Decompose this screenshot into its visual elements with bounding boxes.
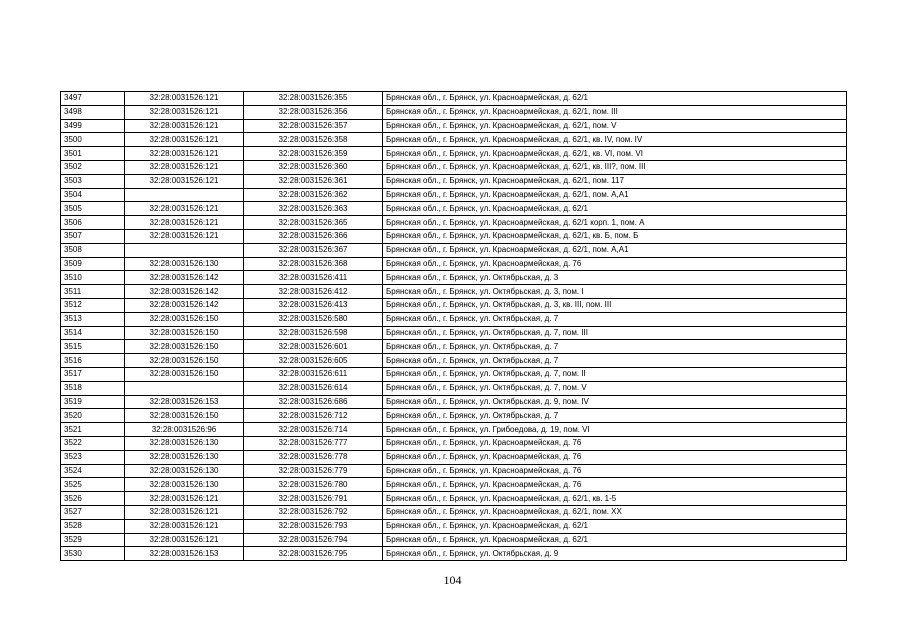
row-number-cell: 3505 (61, 202, 125, 216)
object-cadastral-number-cell: 32:28:0031526:366 (244, 229, 383, 243)
object-cadastral-number-cell: 32:28:0031526:779 (244, 464, 383, 478)
table-row (61, 174, 847, 188)
address-cell: Брянская обл., г. Брянск, ул. Грибоедова, д. 19, пом. VI (383, 423, 847, 437)
address-cell: Брянская обл., г. Брянск, ул. Красноармейская, д. 62/1 (383, 92, 847, 106)
row-number-cell: 3527 (61, 505, 125, 519)
table-row (61, 105, 847, 119)
address-cell: Брянская обл., г. Брянск, ул. Октябрьская, д. 7, пом. II (383, 367, 847, 381)
address-cell: Брянская обл., г. Брянск, ул. Красноармейская, д. 62/1, пом. III (383, 105, 847, 119)
object-cadastral-number-cell: 32:28:0031526:614 (244, 381, 383, 395)
cadastral-register-table (60, 91, 847, 561)
table-row (61, 423, 847, 437)
row-number-cell: 3514 (61, 326, 125, 340)
object-cadastral-number-cell: 32:28:0031526:793 (244, 519, 383, 533)
address-cell: Брянская обл., г. Брянск, ул. Красноармейская, д. 62/1, пом. XX (383, 505, 847, 519)
object-cadastral-number-cell: 32:28:0031526:780 (244, 478, 383, 492)
row-number-cell: 3511 (61, 285, 125, 299)
table-row (61, 409, 847, 423)
table-row (61, 505, 847, 519)
parcel-cadastral-number-cell: 32:28:0031526:121 (125, 133, 244, 147)
parcel-cadastral-number-cell: 32:28:0031526:121 (125, 492, 244, 506)
page-number: 104 (443, 573, 462, 587)
object-cadastral-number-cell: 32:28:0031526:356 (244, 105, 383, 119)
object-cadastral-number-cell: 32:28:0031526:361 (244, 174, 383, 188)
object-cadastral-number-cell: 32:28:0031526:359 (244, 147, 383, 161)
address-cell: Брянская обл., г. Брянск, ул. Красноармейская, д. 62/1, пом. 117 (383, 174, 847, 188)
address-cell: Брянская обл., г. Брянск, ул. Октябрьская, д. 9 (383, 547, 847, 561)
row-number-cell: 3529 (61, 533, 125, 547)
parcel-cadastral-number-cell: 32:28:0031526:121 (125, 105, 244, 119)
parcel-cadastral-number-cell: 32:28:0031526:121 (125, 533, 244, 547)
row-number-cell: 3526 (61, 492, 125, 506)
address-cell: Брянская обл., г. Брянск, ул. Красноармейская, д. 62/1, кв. Б, пом. Б (383, 229, 847, 243)
object-cadastral-number-cell: 32:28:0031526:355 (244, 92, 383, 106)
object-cadastral-number-cell: 32:28:0031526:778 (244, 450, 383, 464)
row-number-cell: 3528 (61, 519, 125, 533)
object-cadastral-number-cell: 32:28:0031526:791 (244, 492, 383, 506)
parcel-cadastral-number-cell: 32:28:0031526:130 (125, 464, 244, 478)
parcel-cadastral-number-cell: 32:28:0031526:121 (125, 505, 244, 519)
row-number-cell: 3515 (61, 340, 125, 354)
row-number-cell: 3524 (61, 464, 125, 478)
row-number-cell: 3517 (61, 367, 125, 381)
address-cell: Брянская обл., г. Брянск, ул. Красноармейская, д. 62/1, кв. VI, пом. VI (383, 147, 847, 161)
object-cadastral-number-cell: 32:28:0031526:360 (244, 160, 383, 174)
parcel-cadastral-number-cell: 32:28:0031526:142 (125, 285, 244, 299)
parcel-cadastral-number-cell (125, 243, 244, 257)
parcel-cadastral-number-cell: 32:28:0031526:142 (125, 298, 244, 312)
row-number-cell: 3499 (61, 119, 125, 133)
object-cadastral-number-cell: 32:28:0031526:580 (244, 312, 383, 326)
parcel-cadastral-number-cell: 32:28:0031526:121 (125, 119, 244, 133)
parcel-cadastral-number-cell: 32:28:0031526:153 (125, 395, 244, 409)
object-cadastral-number-cell: 32:28:0031526:358 (244, 133, 383, 147)
object-cadastral-number-cell: 32:28:0031526:367 (244, 243, 383, 257)
row-number-cell: 3502 (61, 160, 125, 174)
table-row (61, 92, 847, 106)
row-number-cell: 3522 (61, 436, 125, 450)
row-number-cell: 3508 (61, 243, 125, 257)
parcel-cadastral-number-cell: 32:28:0031526:150 (125, 367, 244, 381)
table-row (61, 547, 847, 561)
object-cadastral-number-cell: 32:28:0031526:365 (244, 216, 383, 230)
parcel-cadastral-number-cell: 32:28:0031526:150 (125, 354, 244, 368)
table-row (61, 216, 847, 230)
table-row (61, 340, 847, 354)
row-number-cell: 3510 (61, 271, 125, 285)
address-cell: Брянская обл., г. Брянск, ул. Красноармейская, д. 62/1 корп. 1, пом. А (383, 216, 847, 230)
parcel-cadastral-number-cell: 32:28:0031526:130 (125, 478, 244, 492)
row-number-cell: 3504 (61, 188, 125, 202)
object-cadastral-number-cell: 32:28:0031526:368 (244, 257, 383, 271)
table-body (61, 92, 847, 561)
row-number-cell: 3500 (61, 133, 125, 147)
table-row (61, 354, 847, 368)
address-cell: Брянская обл., г. Брянск, ул. Красноармейская, д. 62/1, пом. А,А1 (383, 188, 847, 202)
object-cadastral-number-cell: 32:28:0031526:605 (244, 354, 383, 368)
table-row (61, 381, 847, 395)
row-number-cell: 3513 (61, 312, 125, 326)
parcel-cadastral-number-cell: 32:28:0031526:121 (125, 202, 244, 216)
object-cadastral-number-cell: 32:28:0031526:712 (244, 409, 383, 423)
table-row (61, 492, 847, 506)
parcel-cadastral-number-cell: 32:28:0031526:121 (125, 92, 244, 106)
object-cadastral-number-cell: 32:28:0031526:411 (244, 271, 383, 285)
parcel-cadastral-number-cell: 32:28:0031526:130 (125, 450, 244, 464)
row-number-cell: 3516 (61, 354, 125, 368)
object-cadastral-number-cell: 32:28:0031526:601 (244, 340, 383, 354)
table-row (61, 243, 847, 257)
address-cell: Брянская обл., г. Брянск, ул. Красноармейская, д. 62/1 (383, 519, 847, 533)
address-cell: Брянская обл., г. Брянск, ул. Октябрьская, д. 7 (383, 340, 847, 354)
table-row (61, 367, 847, 381)
parcel-cadastral-number-cell: 32:28:0031526:121 (125, 174, 244, 188)
object-cadastral-number-cell: 32:28:0031526:792 (244, 505, 383, 519)
row-number-cell: 3501 (61, 147, 125, 161)
table-row (61, 119, 847, 133)
parcel-cadastral-number-cell: 32:28:0031526:130 (125, 436, 244, 450)
parcel-cadastral-number-cell (125, 188, 244, 202)
object-cadastral-number-cell: 32:28:0031526:357 (244, 119, 383, 133)
table-row (61, 133, 847, 147)
row-number-cell: 3521 (61, 423, 125, 437)
parcel-cadastral-number-cell: 32:28:0031526:121 (125, 160, 244, 174)
parcel-cadastral-number-cell: 32:28:0031526:150 (125, 312, 244, 326)
address-cell: Брянская обл., г. Брянск, ул. Октябрьская, д. 9, пом. IV (383, 395, 847, 409)
address-cell: Брянская обл., г. Брянск, ул. Красноармейская, д. 76 (383, 464, 847, 478)
parcel-cadastral-number-cell: 32:28:0031526:130 (125, 257, 244, 271)
object-cadastral-number-cell: 32:28:0031526:714 (244, 423, 383, 437)
table-row (61, 285, 847, 299)
parcel-cadastral-number-cell: 32:28:0031526:150 (125, 340, 244, 354)
address-cell: Брянская обл., г. Брянск, ул. Красноармейская, д. 62/1, кв. 1-5 (383, 492, 847, 506)
address-cell: Брянская обл., г. Брянск, ул. Красноармейская, д. 76 (383, 478, 847, 492)
row-number-cell: 3507 (61, 229, 125, 243)
row-number-cell: 3509 (61, 257, 125, 271)
address-cell: Брянская обл., г. Брянск, ул. Октябрьская, д. 7 (383, 354, 847, 368)
row-number-cell: 3498 (61, 105, 125, 119)
table-row (61, 298, 847, 312)
table-row (61, 519, 847, 533)
row-number-cell: 3503 (61, 174, 125, 188)
address-cell: Брянская обл., г. Брянск, ул. Октябрьская, д. 7, пом. III (383, 326, 847, 340)
table-row (61, 464, 847, 478)
address-cell: Брянская обл., г. Брянск, ул. Красноармейская, д. 76 (383, 436, 847, 450)
parcel-cadastral-number-cell: 32:28:0031526:150 (125, 409, 244, 423)
table-row (61, 202, 847, 216)
parcel-cadastral-number-cell: 32:28:0031526:121 (125, 216, 244, 230)
row-number-cell: 3518 (61, 381, 125, 395)
object-cadastral-number-cell: 32:28:0031526:794 (244, 533, 383, 547)
row-number-cell: 3520 (61, 409, 125, 423)
object-cadastral-number-cell: 32:28:0031526:413 (244, 298, 383, 312)
row-number-cell: 3506 (61, 216, 125, 230)
table-row (61, 147, 847, 161)
address-cell: Брянская обл., г. Брянск, ул. Красноармейская, д. 76 (383, 257, 847, 271)
table-row (61, 188, 847, 202)
table-row (61, 257, 847, 271)
table-row (61, 271, 847, 285)
address-cell: Брянская обл., г. Брянск, ул. Октябрьская, д. 3, пом. I (383, 285, 847, 299)
address-cell: Брянская обл., г. Брянск, ул. Красноармейская, д. 62/1, кв. IV, пом. IV (383, 133, 847, 147)
address-cell: Брянская обл., г. Брянск, ул. Октябрьская, д. 3, кв. III, пом. III (383, 298, 847, 312)
object-cadastral-number-cell: 32:28:0031526:363 (244, 202, 383, 216)
row-number-cell: 3530 (61, 547, 125, 561)
table-row (61, 395, 847, 409)
address-cell: Брянская обл., г. Брянск, ул. Октябрьская, д. 3 (383, 271, 847, 285)
parcel-cadastral-number-cell (125, 381, 244, 395)
object-cadastral-number-cell: 32:28:0031526:598 (244, 326, 383, 340)
table-row (61, 160, 847, 174)
row-number-cell: 3519 (61, 395, 125, 409)
address-cell: Брянская обл., г. Брянск, ул. Красноармейская, д. 62/1, кв. III?, пом. III (383, 160, 847, 174)
address-cell: Брянская обл., г. Брянск, ул. Октябрьская, д. 7 (383, 312, 847, 326)
table-row (61, 312, 847, 326)
row-number-cell: 3497 (61, 92, 125, 106)
address-cell: Брянская обл., г. Брянск, ул. Красноармейская, д. 76 (383, 450, 847, 464)
parcel-cadastral-number-cell: 32:28:0031526:121 (125, 519, 244, 533)
row-number-cell: 3523 (61, 450, 125, 464)
parcel-cadastral-number-cell: 32:28:0031526:121 (125, 229, 244, 243)
table-row (61, 450, 847, 464)
address-cell: Брянская обл., г. Брянск, ул. Красноармейская, д. 62/1 (383, 533, 847, 547)
table-row (61, 326, 847, 340)
table-row (61, 229, 847, 243)
object-cadastral-number-cell: 32:28:0031526:412 (244, 285, 383, 299)
parcel-cadastral-number-cell: 32:28:0031526:153 (125, 547, 244, 561)
parcel-cadastral-number-cell: 32:28:0031526:142 (125, 271, 244, 285)
table-row (61, 478, 847, 492)
parcel-cadastral-number-cell: 32:28:0031526:96 (125, 423, 244, 437)
address-cell: Брянская обл., г. Брянск, ул. Красноармейская, д. 62/1, пом. V (383, 119, 847, 133)
object-cadastral-number-cell: 32:28:0031526:611 (244, 367, 383, 381)
table-row (61, 436, 847, 450)
row-number-cell: 3525 (61, 478, 125, 492)
parcel-cadastral-number-cell: 32:28:0031526:150 (125, 326, 244, 340)
address-cell: Брянская обл., г. Брянск, ул. Октябрьская, д. 7 (383, 409, 847, 423)
address-cell: Брянская обл., г. Брянск, ул. Красноармейская, д. 62/1 (383, 202, 847, 216)
table-row (61, 533, 847, 547)
address-cell: Брянская обл., г. Брянск, ул. Красноармейская, д. 62/1, пом. А,А1 (383, 243, 847, 257)
row-number-cell: 3512 (61, 298, 125, 312)
address-cell: Брянская обл., г. Брянск, ул. Октябрьская, д. 7, пом. V (383, 381, 847, 395)
parcel-cadastral-number-cell: 32:28:0031526:121 (125, 147, 244, 161)
object-cadastral-number-cell: 32:28:0031526:795 (244, 547, 383, 561)
object-cadastral-number-cell: 32:28:0031526:362 (244, 188, 383, 202)
object-cadastral-number-cell: 32:28:0031526:777 (244, 436, 383, 450)
object-cadastral-number-cell: 32:28:0031526:686 (244, 395, 383, 409)
